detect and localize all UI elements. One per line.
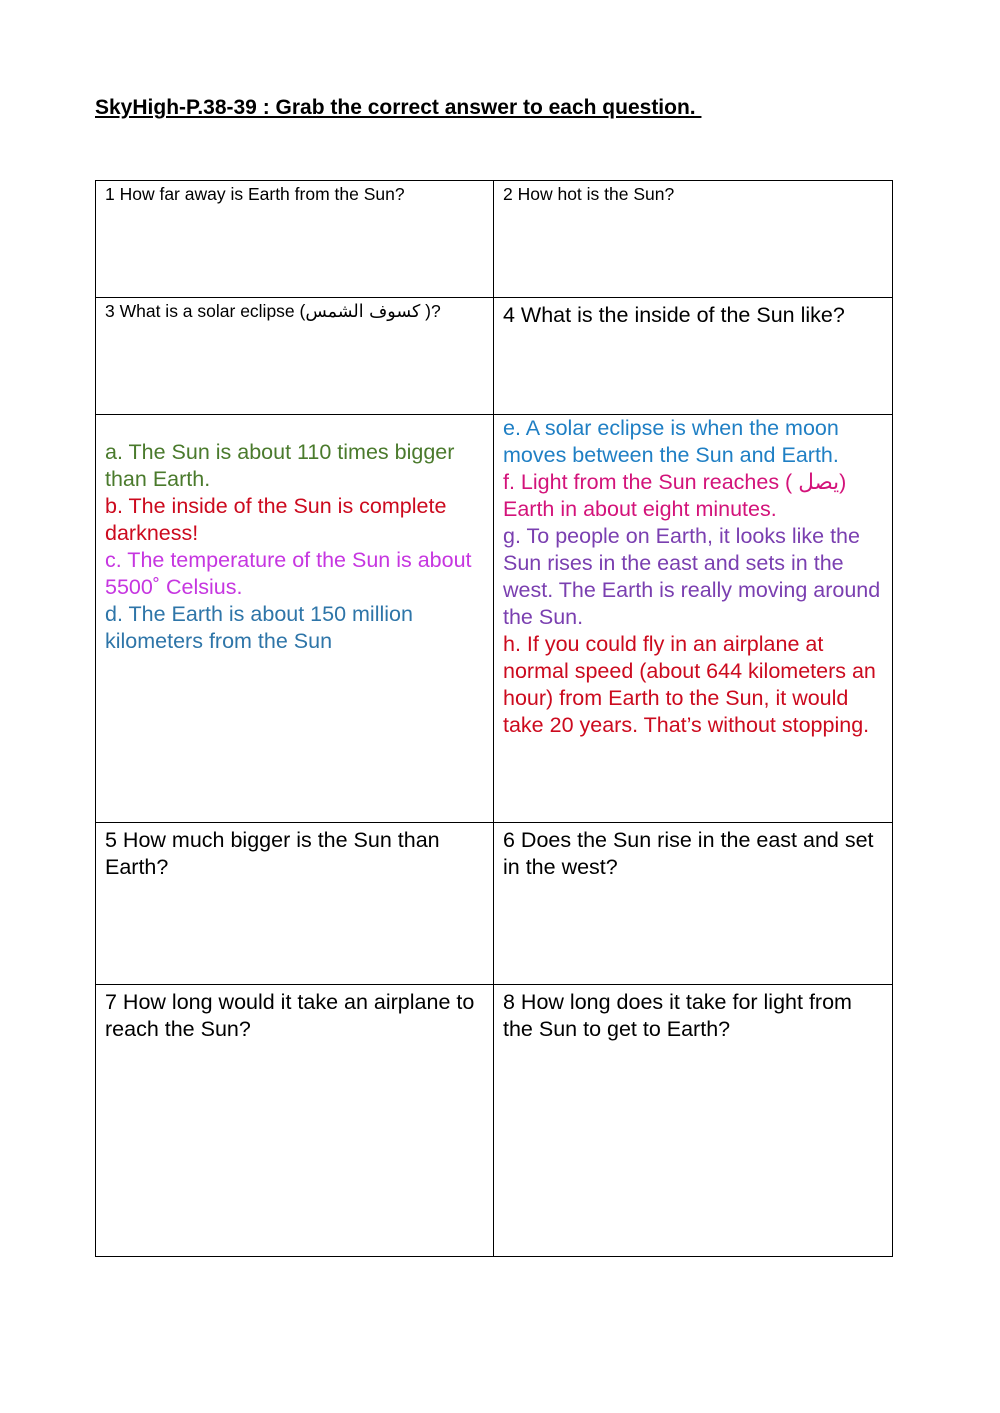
table-row bbox=[96, 823, 893, 985]
answer-f-arabic: يصل bbox=[798, 470, 840, 495]
table-row bbox=[96, 298, 893, 415]
answer-h[interactable]: h. If you could fly in an airplane at normal speed (about 644 kilometers an hour) from Earth to the Sun, it would take 20 years. That’s without stopping. bbox=[503, 632, 876, 737]
answer-f[interactable] bbox=[503, 469, 883, 523]
question-3-suffix: )? bbox=[420, 301, 441, 321]
page-title: SkyHigh-P.38-39 : Grab the correct answer to each question. bbox=[95, 96, 702, 119]
question-3-arabic: كسوف الشمس bbox=[305, 302, 421, 322]
question-4-cell[interactable] bbox=[494, 298, 893, 415]
answer-d[interactable]: d. The Earth is about 150 million kilometers from the Sun bbox=[105, 602, 413, 653]
question-5-cell[interactable] bbox=[96, 823, 494, 985]
question-7-cell[interactable] bbox=[96, 985, 494, 1257]
answer-a[interactable]: a. The Sun is about 110 times bigger than Earth. bbox=[105, 440, 455, 491]
answer-e[interactable]: e. A solar eclipse is when the moon moves between the Sun and Earth. bbox=[503, 416, 839, 467]
table-row bbox=[96, 181, 893, 298]
question-6-text: 6 Does the Sun rise in the east and set in the west? bbox=[503, 828, 874, 879]
answer-g[interactable]: g. To people on Earth, it looks like the Sun rises in the east and sets in the west. The Earth is really moving around the Sun. bbox=[503, 524, 881, 629]
question-4-text: 4 What is the inside of the Sun like? bbox=[503, 303, 845, 327]
question-3-cell[interactable] bbox=[96, 298, 494, 415]
answer-f-suffix: ) Earth in about eight minutes. bbox=[503, 470, 847, 521]
answer-f-prefix: f. Light from the Sun reaches ( bbox=[503, 470, 799, 494]
answers-right-cell bbox=[494, 415, 893, 823]
question-8-cell[interactable] bbox=[494, 985, 893, 1257]
answer-c[interactable]: c. The temperature of the Sun is about 5500˚ Celsius. bbox=[105, 548, 472, 599]
question-6-cell[interactable] bbox=[494, 823, 893, 985]
answers-left-cell bbox=[96, 415, 494, 823]
question-1-text: 1 How far away is Earth from the Sun? bbox=[105, 184, 405, 204]
question-answer-table bbox=[95, 180, 893, 1257]
question-2-text: 2 How hot is the Sun? bbox=[503, 184, 675, 204]
question-7-text: 7 How long would it take an airplane to reach the Sun? bbox=[105, 990, 475, 1041]
question-5-text: 5 How much bigger is the Sun than Earth? bbox=[105, 828, 440, 879]
table-row bbox=[96, 415, 893, 823]
question-8-text: 8 How long does it take for light from the Sun to get to Earth? bbox=[503, 990, 852, 1041]
question-2-cell[interactable] bbox=[494, 181, 893, 298]
question-3-text bbox=[105, 301, 441, 321]
answer-b[interactable]: b. The inside of the Sun is complete darkness! bbox=[105, 494, 447, 545]
question-1-cell[interactable] bbox=[96, 181, 494, 298]
question-3-prefix: 3 What is a solar eclipse ( bbox=[105, 301, 306, 321]
table-row bbox=[96, 985, 893, 1257]
